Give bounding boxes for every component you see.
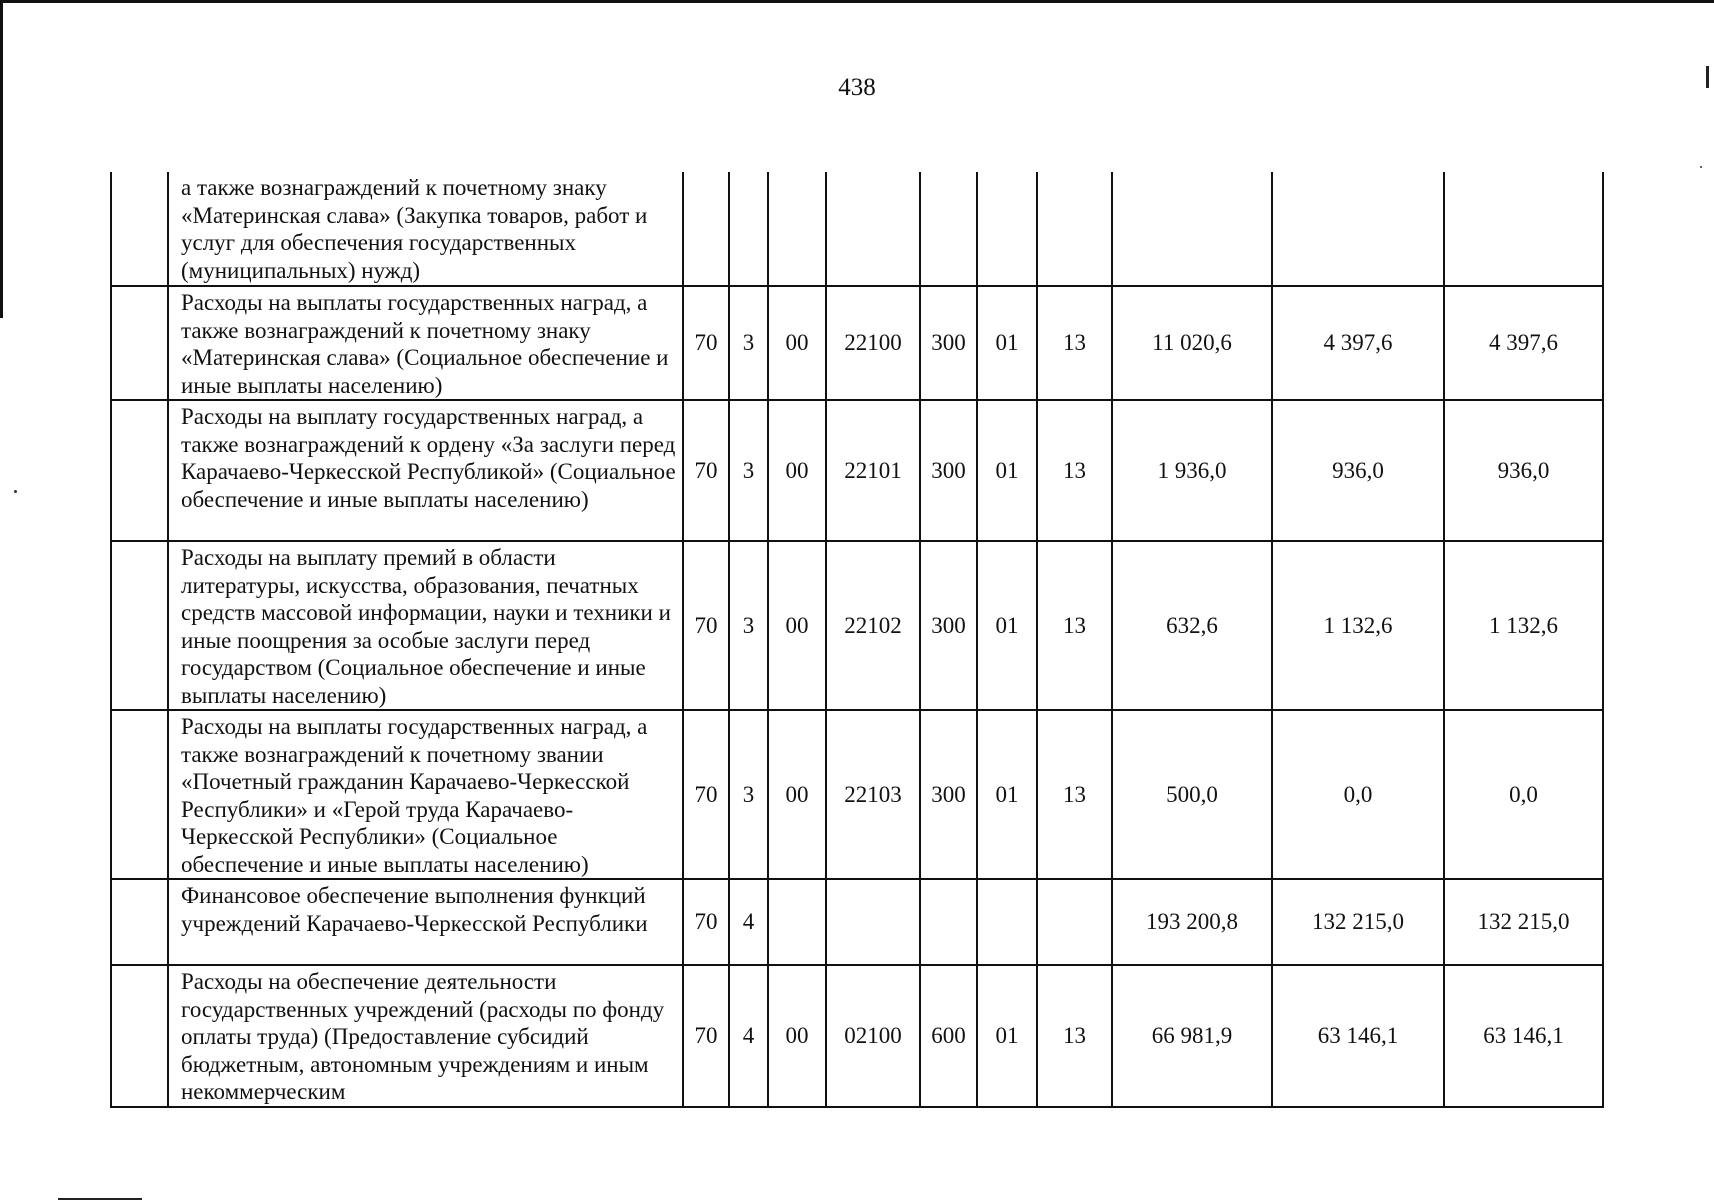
description-cell: Расходы на выплату государственных наград, а также вознаграждений к ордену «За заслуги перед Карачаево-Черкесской Республикой» (Социальное обеспечение и иные выплаты населению) xyxy=(168,400,683,541)
description-cell: Расходы на обеспечение деятельности государственных учреждений (расходы по фонду оплаты труда) (Предоставление субсидий бюджетным, автономным учреждениям и иным некоммерческим xyxy=(168,965,683,1107)
code-cell: 13 xyxy=(1037,400,1112,541)
code-cell: 4 xyxy=(729,965,768,1107)
code-cell: 22101 xyxy=(826,400,920,541)
amount-cell xyxy=(1444,172,1603,286)
code-cell xyxy=(826,879,920,965)
code-cell: 300 xyxy=(920,400,977,541)
amount-cell: 936,0 xyxy=(1444,400,1603,541)
table-row xyxy=(111,400,1603,541)
page-number: 438 xyxy=(838,74,876,101)
code-cell: 00 xyxy=(768,541,826,710)
description-cell: Расходы на выплату премий в области литературы, искусства, образования, печатных средств массовой информации, науки и техники и иные поощрения за особые заслуги перед государством (Социальное обеспечение и иные выплаты населению) xyxy=(168,541,683,710)
amount-cell: 63 146,1 xyxy=(1444,965,1603,1107)
scan-speck xyxy=(1700,166,1702,168)
code-cell xyxy=(768,172,826,286)
row-number-cell xyxy=(111,286,168,400)
code-cell: 22103 xyxy=(826,710,920,879)
row-number-cell xyxy=(111,400,168,541)
amount-cell: 4 397,6 xyxy=(1272,286,1444,400)
code-cell: 13 xyxy=(1037,710,1112,879)
scan-speck xyxy=(14,490,17,493)
code-cell: 01 xyxy=(977,710,1037,879)
row-number-cell xyxy=(111,879,168,965)
code-cell: 01 xyxy=(977,965,1037,1107)
amount-cell: 66 981,9 xyxy=(1112,965,1272,1107)
description-cell: Финансовое обеспечение выполнения функций учреждений Карачаево-Черкесской Республики xyxy=(168,879,683,965)
code-cell: 13 xyxy=(1037,965,1112,1107)
amount-cell: 132 215,0 xyxy=(1444,879,1603,965)
code-cell: 70 xyxy=(683,710,729,879)
code-cell xyxy=(729,172,768,286)
row-number-cell xyxy=(111,541,168,710)
code-cell: 4 xyxy=(729,879,768,965)
code-cell: 13 xyxy=(1037,286,1112,400)
code-cell: 3 xyxy=(729,400,768,541)
table-row xyxy=(111,286,1603,400)
code-cell xyxy=(977,879,1037,965)
budget-table xyxy=(110,172,1604,1108)
code-cell: 01 xyxy=(977,541,1037,710)
code-cell: 70 xyxy=(683,286,729,400)
code-cell: 00 xyxy=(768,710,826,879)
description-cell: Расходы на выплаты государственных наград, а также вознаграждений к почетному знаку «Материнская слава» (Социальное обеспечение и иные выплаты населению) xyxy=(168,286,683,400)
amount-cell: 632,6 xyxy=(1112,541,1272,710)
code-cell: 300 xyxy=(920,710,977,879)
code-cell: 01 xyxy=(977,286,1037,400)
amount-cell: 0,0 xyxy=(1444,710,1603,879)
code-cell: 70 xyxy=(683,965,729,1107)
amount-cell: 132 215,0 xyxy=(1272,879,1444,965)
description-cell: Расходы на выплаты государственных наград, а также вознаграждений к почетному звании «Почетный гражданин Карачаево-Черкесской Республики» и «Герой труда Карачаево-Черкесской Республики» (Социальное обеспечение и иные выплаты населению) xyxy=(168,710,683,879)
amount-cell: 63 146,1 xyxy=(1272,965,1444,1107)
row-number-cell xyxy=(111,965,168,1107)
code-cell: 70 xyxy=(683,400,729,541)
amount-cell: 193 200,8 xyxy=(1112,879,1272,965)
amount-cell: 1 132,6 xyxy=(1444,541,1603,710)
code-cell xyxy=(1037,172,1112,286)
scan-border-left xyxy=(0,0,3,318)
table-row xyxy=(111,965,1603,1107)
table-row xyxy=(111,172,1603,286)
code-cell: 22100 xyxy=(826,286,920,400)
row-number-cell xyxy=(111,710,168,879)
code-cell xyxy=(977,172,1037,286)
amount-cell: 11 020,6 xyxy=(1112,286,1272,400)
amount-cell: 936,0 xyxy=(1272,400,1444,541)
amount-cell xyxy=(1112,172,1272,286)
table-row xyxy=(111,710,1603,879)
code-cell: 13 xyxy=(1037,541,1112,710)
code-cell xyxy=(920,172,977,286)
code-cell: 02100 xyxy=(826,965,920,1107)
amount-cell: 500,0 xyxy=(1112,710,1272,879)
amount-cell: 0,0 xyxy=(1272,710,1444,879)
code-cell: 300 xyxy=(920,286,977,400)
code-cell xyxy=(920,879,977,965)
code-cell: 01 xyxy=(977,400,1037,541)
code-cell xyxy=(826,172,920,286)
amount-cell: 4 397,6 xyxy=(1444,286,1603,400)
code-cell: 70 xyxy=(683,879,729,965)
code-cell: 00 xyxy=(768,286,826,400)
code-cell: 22102 xyxy=(826,541,920,710)
code-cell: 3 xyxy=(729,541,768,710)
amount-cell xyxy=(1272,172,1444,286)
code-cell: 00 xyxy=(768,400,826,541)
code-cell xyxy=(1037,879,1112,965)
description-cell: а также вознаграждений к почетному знаку «Материнская слава» (Закупка товаров, работ и услуг для обеспечения государственных (муниципальных) нужд) xyxy=(168,172,683,286)
scan-border-top xyxy=(0,0,1714,3)
table-row xyxy=(111,541,1603,710)
code-cell xyxy=(683,172,729,286)
code-cell: 3 xyxy=(729,710,768,879)
code-cell: 3 xyxy=(729,286,768,400)
amount-cell: 1 132,6 xyxy=(1272,541,1444,710)
code-cell xyxy=(768,879,826,965)
code-cell: 600 xyxy=(920,965,977,1107)
amount-cell: 1 936,0 xyxy=(1112,400,1272,541)
row-number-cell xyxy=(111,172,168,286)
code-cell: 70 xyxy=(683,541,729,710)
code-cell: 300 xyxy=(920,541,977,710)
code-cell: 00 xyxy=(768,965,826,1107)
table-row xyxy=(111,879,1603,965)
